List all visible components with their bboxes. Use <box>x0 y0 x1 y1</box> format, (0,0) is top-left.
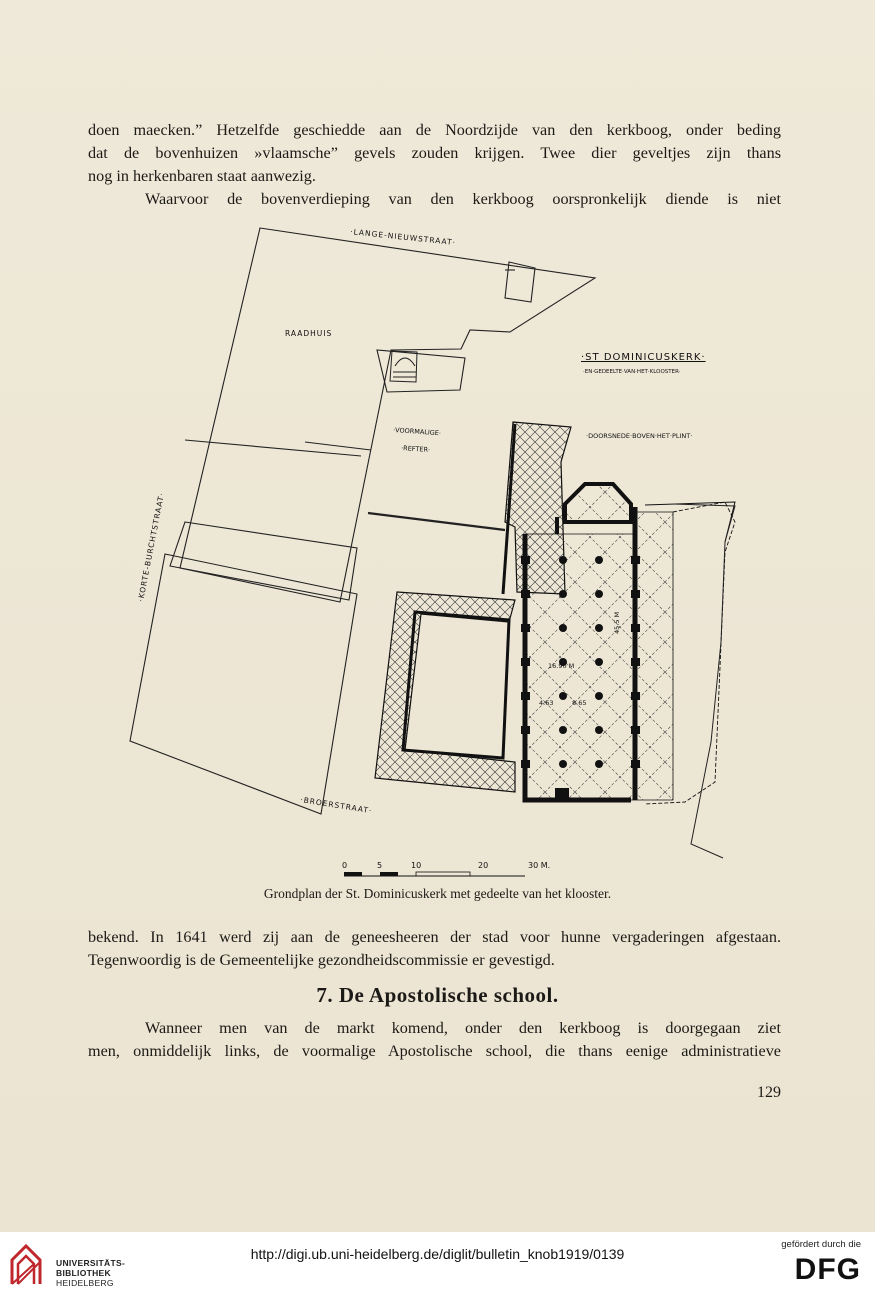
library-line-1: UNIVERSITÄTS- <box>56 1258 126 1268</box>
text-line: bekend. In 1641 werd zij aan de geneesheeren der stad voor hunne vergaderingen afgestaan. <box>88 928 781 946</box>
footer-bar <box>0 1232 875 1293</box>
paragraph-top <box>88 119 781 211</box>
scale-tick-20: 20 <box>478 861 489 870</box>
paragraph-school <box>88 1017 781 1063</box>
section-heading: 7. De Apostolische school. <box>316 983 559 1007</box>
street-south: ·BROERSTRAAT· <box>299 795 373 816</box>
plan-subtitle: ·EN·GEDEELTE·VAN·HET·KLOOSTER· <box>583 369 681 375</box>
funded-by-label: gefördert durch die <box>781 1239 861 1250</box>
text-line: men, onmiddelijk links, de voormalige Apostolische school, die thans eenige administratieve <box>88 1042 781 1060</box>
street-north: ·LANGE-NIEUWSTRAAT· <box>349 227 457 248</box>
dfg-logo[interactable]: DFG <box>794 1253 861 1286</box>
text-line: dat de bovenhuizen »vlaamsche” gevels zouden krijgen. Twee dier geveltjes zijn thans <box>88 144 781 162</box>
plan-section: ·DOORSNEDE·BOVEN·HET·PLINT· <box>586 432 693 440</box>
scale-tick-0: 0 <box>342 861 348 870</box>
floor-plan <box>125 222 765 882</box>
text-line: doen maecken.” Hetzelfde geschiedde aan de Noordzijde van den kerkboog, onder beding <box>88 121 781 139</box>
text-line: Tegenwoordig is de Gemeentelijke gezondheidscommissie er gevestigd. <box>88 951 555 969</box>
refter-label-1: ·VOORMALIGE· <box>392 426 442 438</box>
street-west: ·KORTE-BURCHTSTRAAT· <box>136 491 167 603</box>
west-block <box>130 554 357 814</box>
permalink-url[interactable]: http://digi.ub.uni-heidelberg.de/diglit/bulletin_knob1919/0139 <box>250 1246 625 1262</box>
scale-tick-10: 10 <box>411 861 422 870</box>
dimension-nave: 8.65 <box>572 699 587 707</box>
plan-title: ·ST DOMINICUSKERK· <box>581 352 706 363</box>
scale-tick-5: 5 <box>377 861 383 870</box>
library-line-3: HEIDELBERG <box>56 1278 114 1288</box>
refter-label-2: ·REFTER· <box>400 444 431 455</box>
dimension-width: 16.90 M <box>548 662 575 670</box>
page-number: 129 <box>757 1084 781 1101</box>
text-line: Wanneer men van de markt komend, onder den kerkboog is doorgegaan ziet <box>145 1019 781 1037</box>
figure-caption: Grondplan der St. Dominicuskerk met gedeelte van het klooster. <box>263 886 612 901</box>
dimension-aisle: 4.63 <box>539 699 554 707</box>
block-line <box>305 442 371 450</box>
library-name <box>56 1258 125 1288</box>
refter-stair <box>390 351 417 382</box>
scale-tick-30: 30 M. <box>528 861 551 870</box>
raadhuis-label: RAADHUIS <box>285 329 333 338</box>
dimension-length: 45.5 M <box>613 611 621 634</box>
paragraph-after <box>88 926 781 972</box>
library-line-2: BIBLIOTHEK <box>56 1268 111 1278</box>
east-street <box>673 504 735 858</box>
text-line: Waarvoor de bovenverdieping van den kerkboog oorspronkelijk diende is niet <box>145 190 781 208</box>
text-line: nog in herkenbaren staat aanwezig. <box>88 167 316 185</box>
scale-bar <box>342 861 550 876</box>
